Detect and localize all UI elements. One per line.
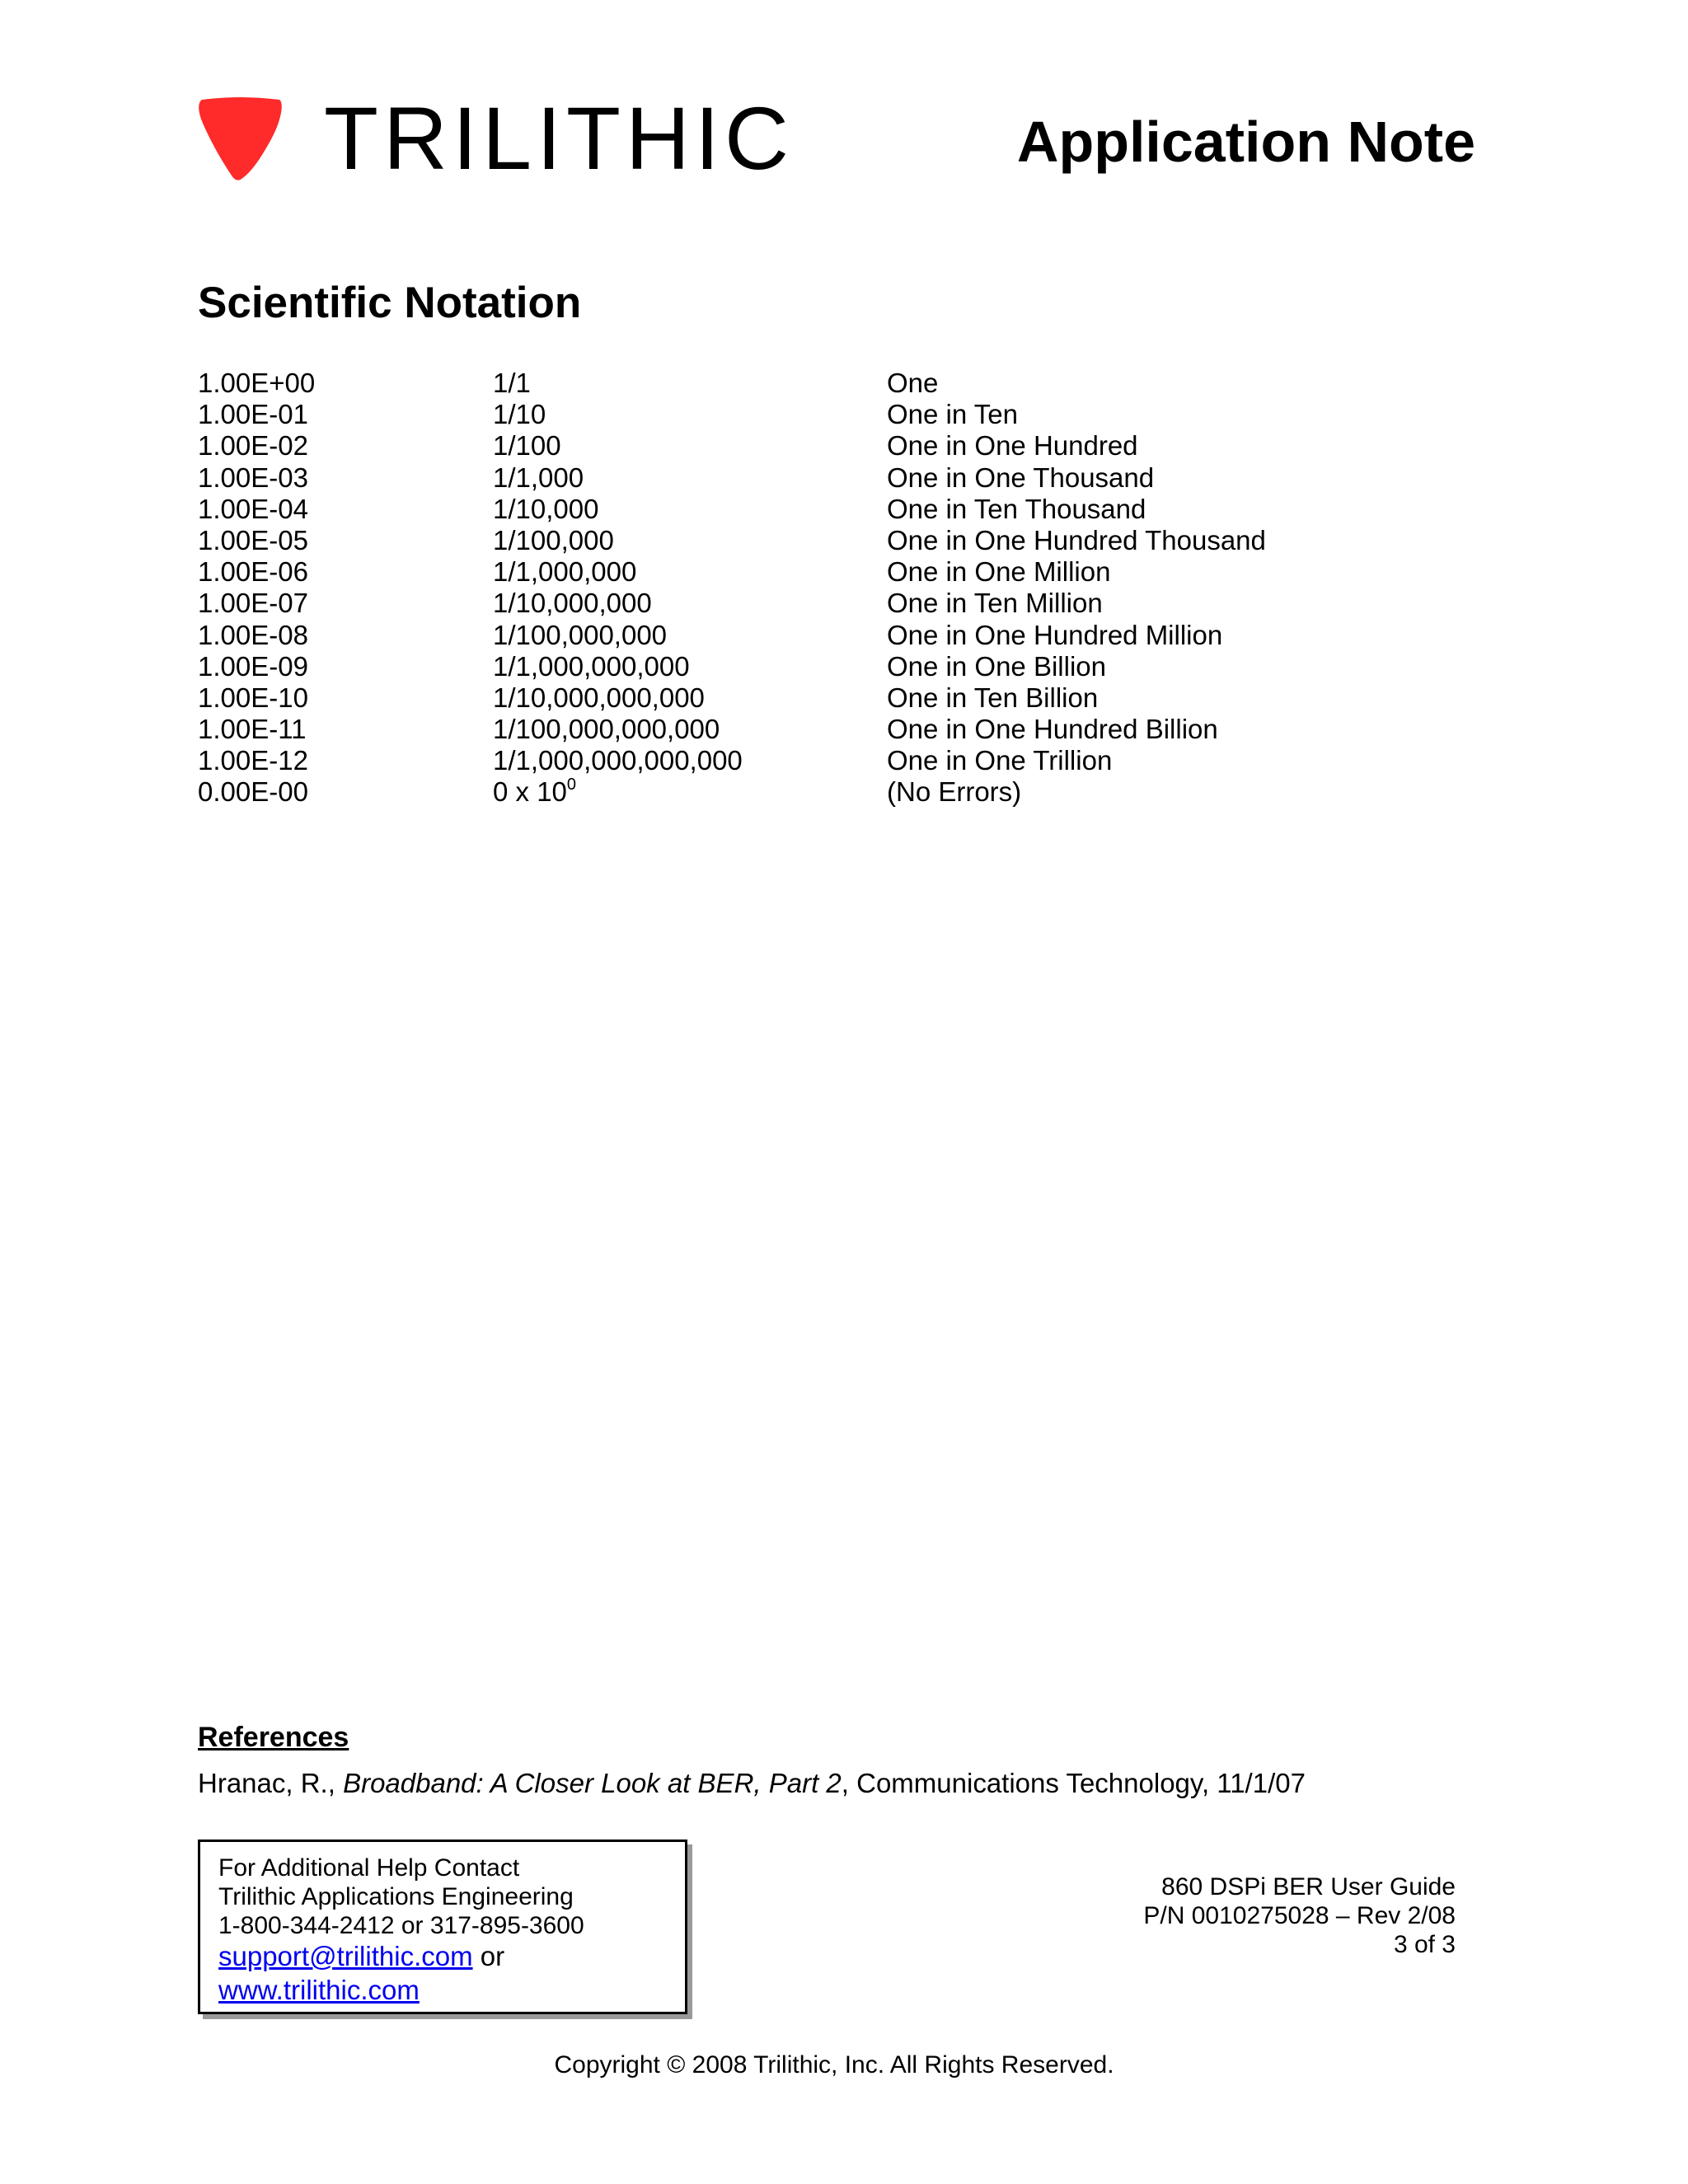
fraction-value: 1/100,000: [493, 524, 614, 555]
words-value: One in One Billion: [887, 650, 1106, 682]
sci-value: 1.00E-05: [198, 524, 308, 555]
table-row: [198, 399, 1434, 430]
table-row: [198, 368, 1434, 399]
words-value: One in Ten Thousand: [887, 493, 1146, 524]
or-text: or: [472, 1941, 505, 1971]
words-value: One in Ten: [887, 399, 1019, 430]
guide-title: 860 DSPi BER User Guide: [1161, 1873, 1456, 1900]
words-value: One in One Hundred: [887, 430, 1138, 462]
sci-value: 1.00E-06: [198, 556, 308, 588]
guide-info: [1143, 1872, 1456, 1959]
reference-title: Broadband: A Closer Look at BER, Part 2: [343, 1768, 842, 1798]
table-row: [198, 430, 1434, 462]
fraction-value: 1/100: [493, 430, 561, 462]
page-number: 3 of 3: [1393, 1931, 1456, 1958]
sci-value: 1.00E+00: [198, 368, 316, 398]
sci-value: 0.00E-00: [198, 776, 308, 808]
fraction-value: 1/10: [493, 399, 546, 430]
sci-value: 1.00E-11: [198, 714, 307, 745]
contact-website-line: [218, 1974, 584, 2008]
table-row: [198, 714, 1434, 745]
support-email-link[interactable]: support@trilithic.com: [218, 1941, 473, 1971]
table-row: [198, 588, 1434, 619]
words-value: One in One Trillion: [887, 745, 1113, 776]
words-value: One in One Hundred Thousand: [887, 524, 1266, 555]
contact-line-2: Trilithic Applications Engineering: [218, 1883, 574, 1910]
table-row: [198, 776, 1434, 808]
words-value: One in Ten Billion: [887, 682, 1099, 713]
sci-value: 1.00E-12: [198, 745, 308, 776]
notation-rows: [198, 368, 1434, 776]
fraction-exponent: 0: [566, 776, 577, 794]
section-title: Scientific Notation: [198, 279, 582, 327]
reference-source: , Communications Technology, 11/1/07: [841, 1768, 1306, 1798]
fraction-value: 1/1,000,000,000: [493, 650, 690, 682]
words-value: One in One Hundred Million: [887, 619, 1223, 650]
table-row: [198, 525, 1434, 556]
copyright-notice: Copyright © 2008 Trilithic, Inc. All Rights Reserved.: [554, 2051, 1114, 2079]
references-heading: References: [198, 1722, 349, 1753]
words-value: One in One Million: [887, 556, 1111, 588]
sci-value: 1.00E-02: [198, 430, 308, 462]
fraction-base: 0 x 10: [493, 776, 567, 808]
reference-author: Hranac, R.,: [198, 1768, 344, 1798]
fraction-value: 1/100,000,000: [493, 619, 668, 650]
words-value: (No Errors): [887, 776, 1022, 808]
fraction-value: 1/1,000: [493, 462, 584, 493]
contact-box: [198, 1840, 687, 2014]
table-row: [198, 682, 1434, 714]
words-value: One in One Thousand: [887, 462, 1155, 493]
table-row: [198, 620, 1434, 651]
contact-line-1: For Additional Help Contact: [218, 1854, 520, 1882]
table-row: [198, 651, 1434, 682]
sci-value: 1.00E-09: [198, 650, 308, 682]
words-value: One in Ten Million: [887, 588, 1103, 619]
sci-value: 1.00E-04: [198, 493, 308, 524]
fraction-value: 1/1,000,000,000,000: [493, 745, 743, 776]
contact-email-line: [218, 1940, 584, 1974]
table-row: [198, 556, 1434, 588]
reference-entry: [198, 1767, 1306, 1800]
notation-table: [198, 368, 1434, 808]
fraction-value: [493, 776, 576, 808]
part-number: P/N 0010275028 – Rev 2/08: [1143, 1902, 1456, 1929]
words-value: One: [887, 368, 939, 398]
website-link[interactable]: www.trilithic.com: [218, 1975, 420, 2005]
sci-value: 1.00E-01: [198, 399, 308, 430]
brand-wordmark: TRILITHIC: [324, 88, 795, 188]
fraction-value: 1/1,000,000: [493, 556, 637, 588]
table-row: [198, 745, 1434, 776]
document-type-title: Application Note: [1016, 110, 1475, 174]
contact-phone: 1-800-344-2412 or 317-895-3600: [218, 1912, 584, 1939]
fraction-value: 1/1: [493, 368, 531, 398]
fraction-value: 1/10,000,000,000: [493, 682, 705, 713]
sci-value: 1.00E-03: [198, 462, 308, 493]
table-row: [198, 494, 1434, 525]
fraction-value: 1/100,000,000,000: [493, 714, 720, 745]
table-row: [198, 462, 1434, 494]
trilithic-logo-icon: [195, 96, 284, 182]
sci-value: 1.00E-07: [198, 588, 308, 619]
sci-value: 1.00E-10: [198, 682, 308, 713]
fraction-value: 1/10,000,000: [493, 588, 652, 619]
sci-value: 1.00E-08: [198, 619, 308, 650]
fraction-value: 1/10,000: [493, 493, 599, 524]
words-value: One in One Hundred Billion: [887, 714, 1218, 745]
contact-lines: [218, 1854, 584, 2008]
